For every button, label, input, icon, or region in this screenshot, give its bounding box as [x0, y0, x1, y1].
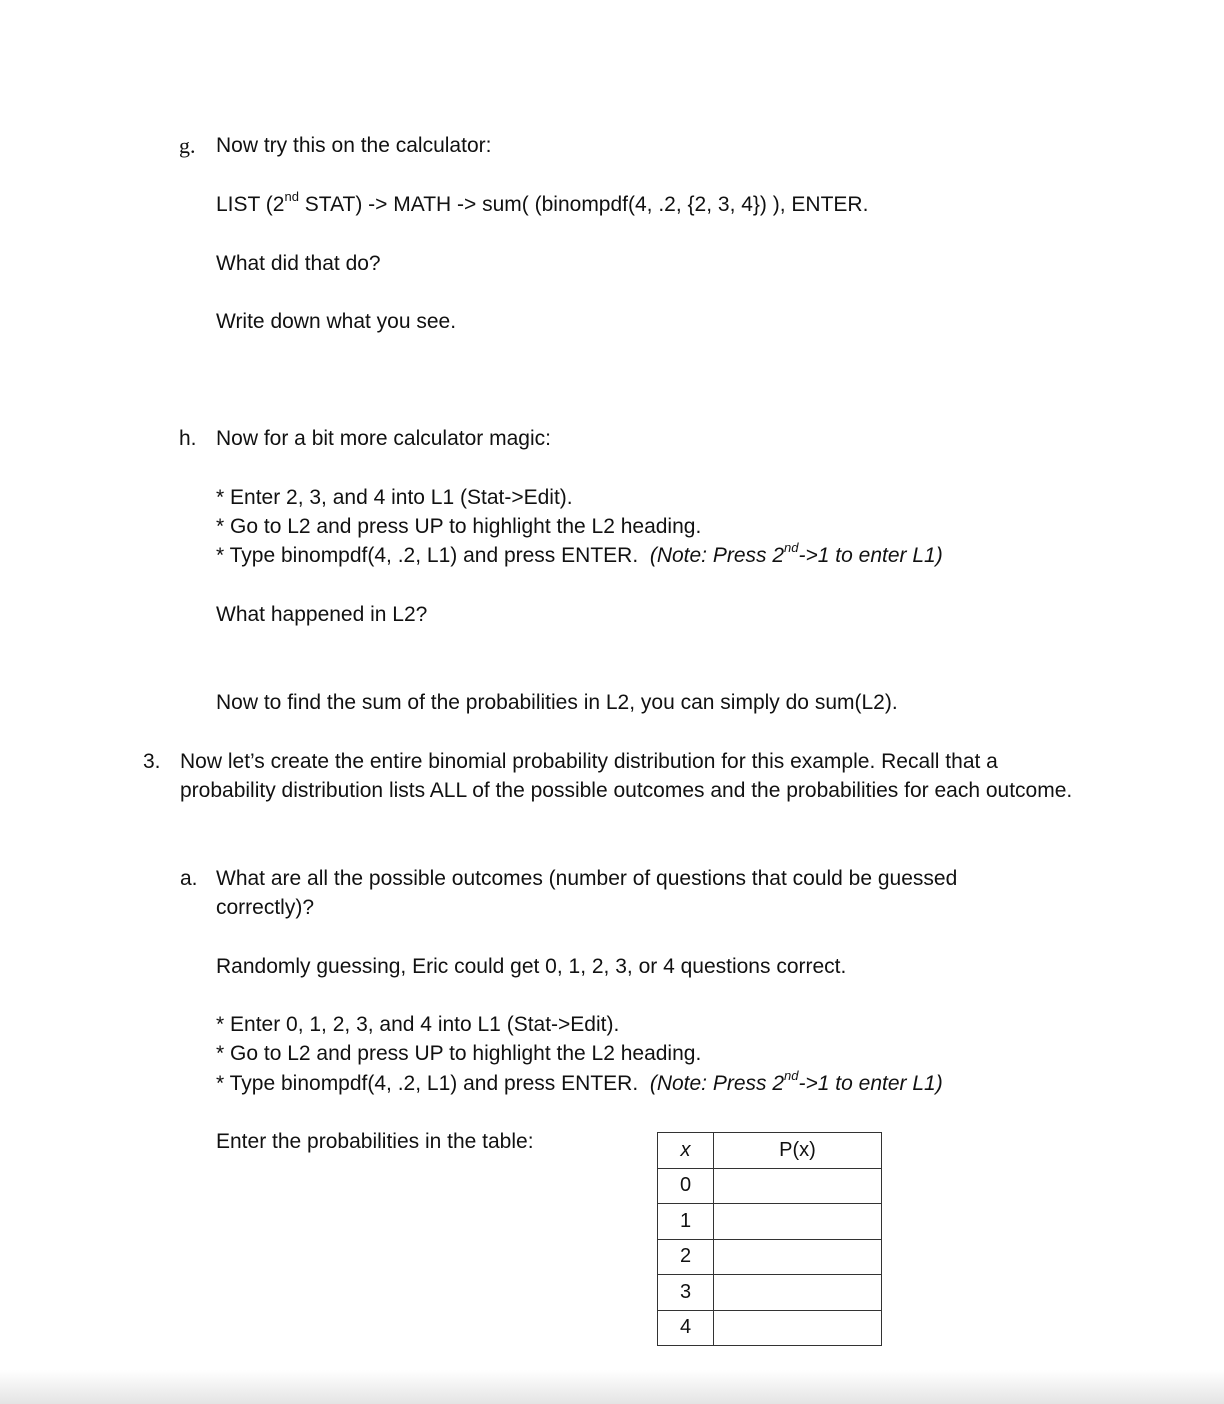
table-prompt: Enter the probabilities in the table:	[216, 1130, 534, 1153]
note-sup: nd	[784, 1068, 799, 1083]
part-a-marker: a.	[180, 867, 198, 890]
section-h-step3	[216, 541, 943, 570]
x-cell: 0	[658, 1168, 714, 1204]
keys-sup: nd	[284, 189, 299, 204]
note-sup: nd	[784, 540, 799, 555]
note-after: ->1 to enter L1)	[798, 544, 943, 567]
step3-main: * Type binompdf(4, .2, L1) and press ENTER.	[216, 544, 639, 567]
keys-after: STAT) -> MATH -> sum( (binompdf(4, .2, {2, 3, 4}) ), ENTER.	[298, 193, 869, 216]
keys-before: LIST (2	[216, 193, 285, 216]
part-a-question: What are all the possible outcomes (number of questions that could be guessed correctly)?	[216, 867, 958, 919]
section-h-marker: h.	[179, 427, 197, 450]
section-h-question: What happened in L2?	[216, 603, 428, 626]
note-after: ->1 to enter L1)	[798, 1072, 943, 1095]
note-before: (Note: Press 2	[649, 544, 785, 567]
step3-note	[649, 540, 943, 567]
part-a-step1: * Enter 0, 1, 2, 3, and 4 into L1 (Stat->Edit).	[216, 1013, 620, 1036]
section-3-marker: 3.	[143, 750, 161, 773]
table-row	[658, 1168, 882, 1204]
section-h-heading: Now for a bit more calculator magic:	[216, 427, 551, 450]
p-cell[interactable]	[714, 1239, 882, 1275]
table-row	[658, 1310, 882, 1346]
section-h-step2: * Go to L2 and press UP to highlight the L2 heading.	[216, 515, 702, 538]
x-cell: 4	[658, 1310, 714, 1346]
section-g-keystrokes	[216, 190, 868, 219]
x-cell: 3	[658, 1275, 714, 1311]
section-h-step1: * Enter 2, 3, and 4 into L1 (Stat->Edit).	[216, 486, 573, 509]
x-cell: 2	[658, 1239, 714, 1275]
note-before: (Note: Press 2	[649, 1072, 785, 1095]
part-a-step3	[216, 1069, 943, 1098]
step3-note	[649, 1068, 943, 1095]
p-cell[interactable]	[714, 1275, 882, 1311]
header-p: P(x)	[714, 1133, 882, 1169]
table-row	[658, 1275, 882, 1311]
section-g-question: What did that do?	[216, 252, 381, 275]
header-x: x	[658, 1133, 714, 1169]
section-h-sum-note: Now to find the sum of the probabilities in L2, you can simply do sum(L2).	[216, 691, 898, 714]
section-3-text: Now let’s create the entire binomial probability distribution for this example. Recall that a probability distribution lists ALL of the possible outcomes and the probabilities for each outcome.	[180, 750, 1073, 802]
p-cell[interactable]	[714, 1168, 882, 1204]
part-a-answer: Randomly guessing, Eric could get 0, 1, 2, 3, or 4 questions correct.	[216, 955, 847, 978]
p-cell[interactable]	[714, 1204, 882, 1240]
part-a-step2: * Go to L2 and press UP to highlight the L2 heading.	[216, 1042, 702, 1065]
section-g-marker: g.	[179, 133, 196, 158]
p-cell[interactable]	[714, 1310, 882, 1346]
step3-main: * Type binompdf(4, .2, L1) and press ENTER.	[216, 1072, 639, 1095]
bottom-shadow	[0, 1370, 1224, 1404]
x-cell: 1	[658, 1204, 714, 1240]
probability-table	[657, 1132, 882, 1346]
table-row	[658, 1204, 882, 1240]
table-row	[658, 1239, 882, 1275]
section-g-instruction: Write down what you see.	[216, 310, 457, 333]
table-header-row	[658, 1133, 882, 1169]
section-g-heading: Now try this on the calculator:	[216, 134, 492, 157]
